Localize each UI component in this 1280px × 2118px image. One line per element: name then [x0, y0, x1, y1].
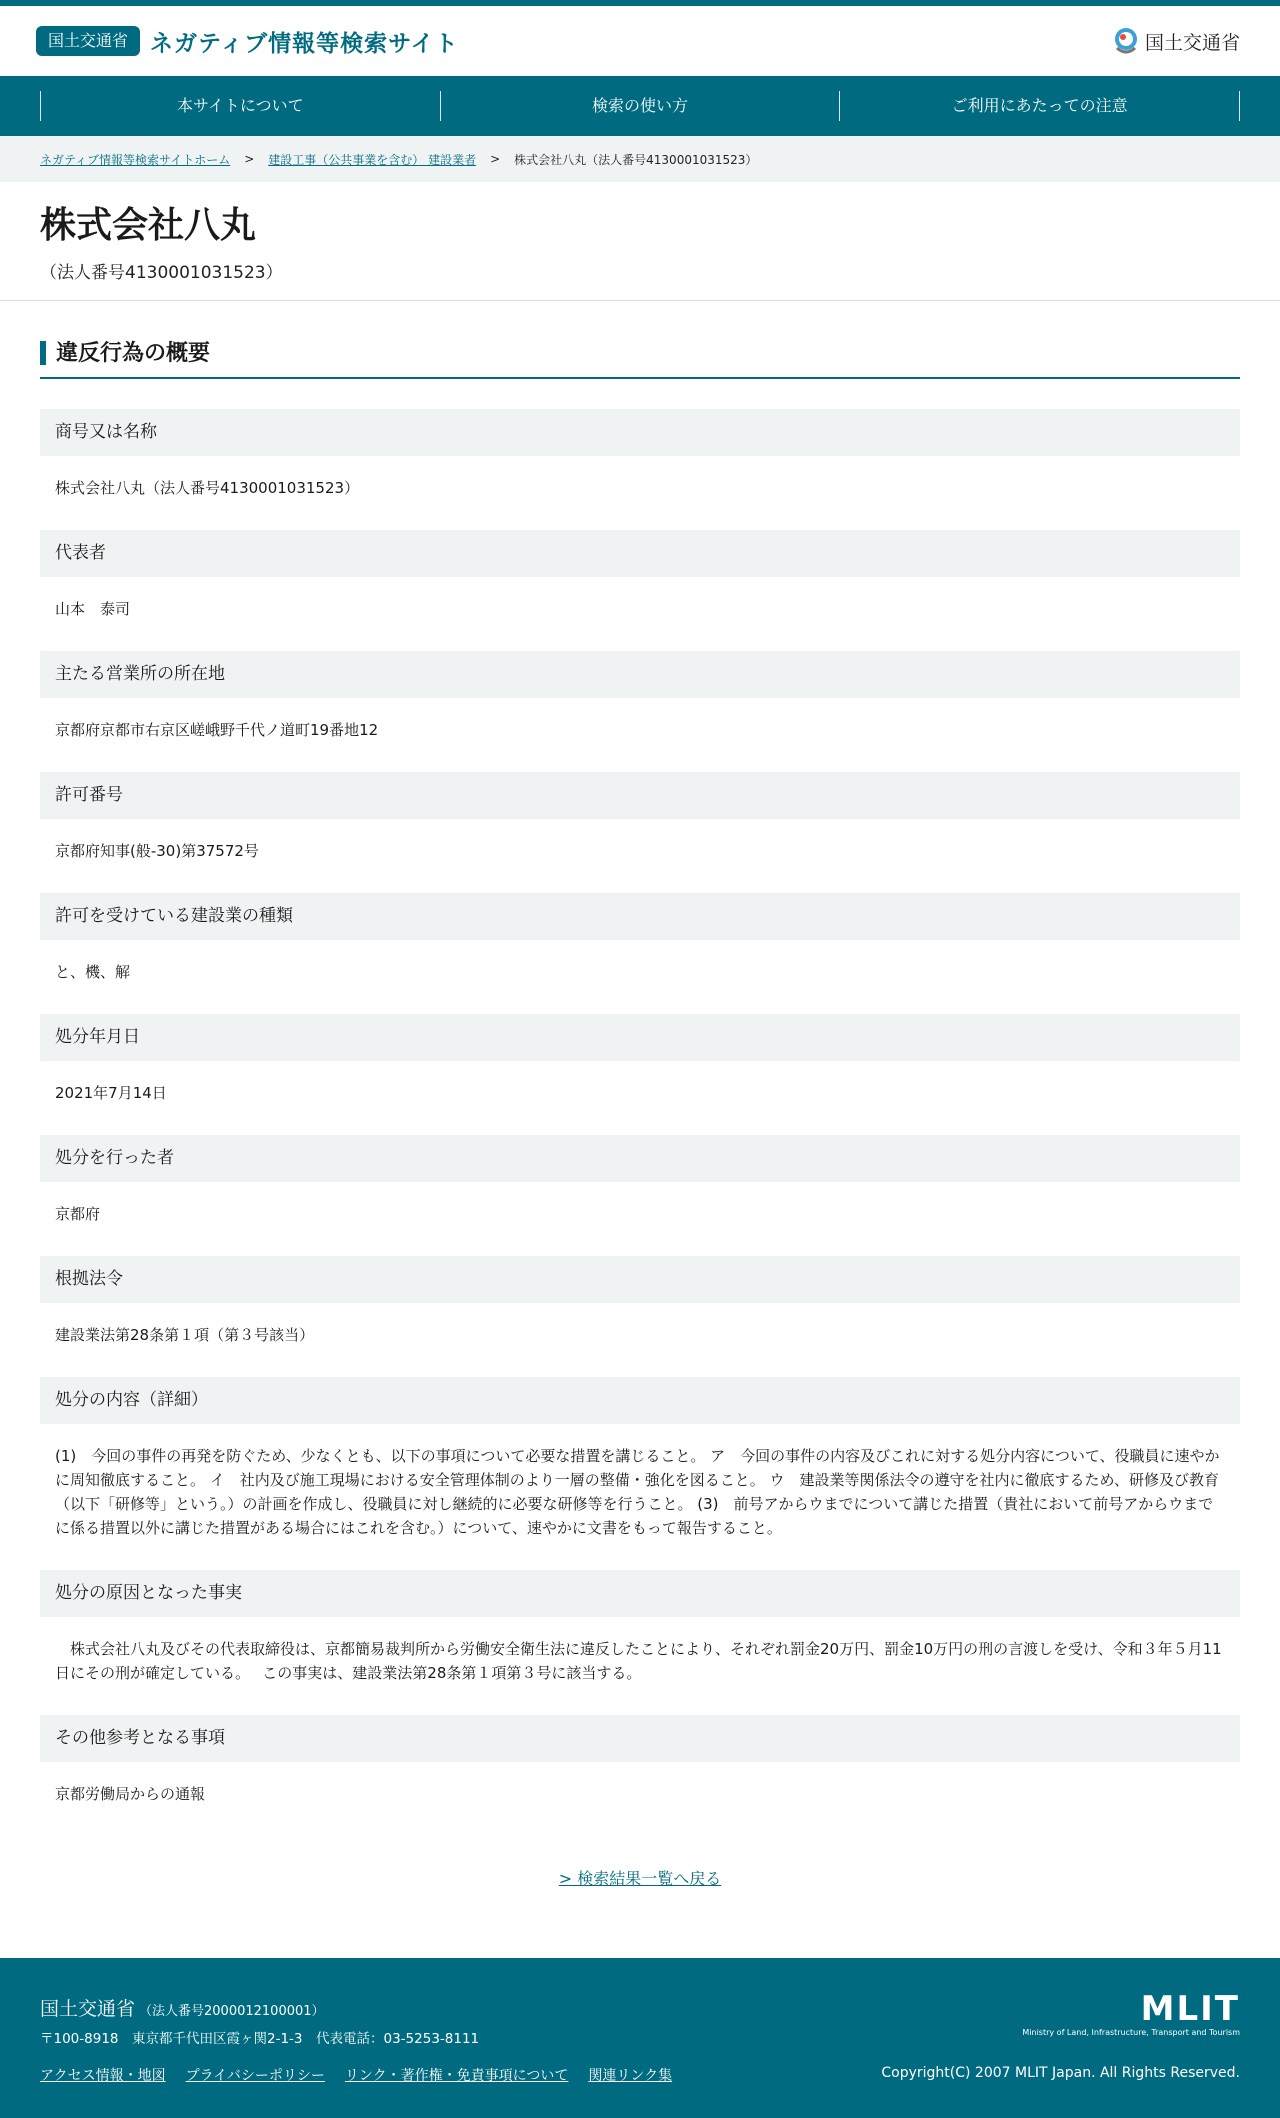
footer-address: 〒100-8918 東京都千代田区霞ヶ関2-1-3 代表電話：03-5253-8111	[40, 2031, 480, 2047]
field-trade-name	[40, 409, 1240, 500]
field-disposition-details	[40, 1377, 1240, 1540]
field-label: 許可番号	[40, 772, 1240, 819]
field-disposition-date	[40, 1014, 1240, 1105]
field-value: 建設業法第28条第１項（第３号該当）	[55, 1326, 315, 1344]
breadcrumb-current: 株式会社八丸（法人番号4130001031523）	[514, 152, 758, 167]
footer-link-privacy[interactable]: プライバシーポリシー	[185, 2068, 325, 2084]
site-footer	[0, 1958, 1280, 2118]
field-value: 2021年7月14日	[55, 1084, 167, 1102]
breadcrumb-category[interactable]: 建設工事（公共事業を含む） 建設業者	[268, 152, 477, 167]
field-label: その他参考となる事項	[40, 1715, 1240, 1762]
field-label: 処分の内容（詳細）	[40, 1377, 1240, 1424]
site-brand[interactable]	[36, 25, 459, 58]
breadcrumb-home[interactable]: ネガティブ情報等検索サイトホーム	[40, 152, 231, 167]
field-disposing-authority	[40, 1135, 1240, 1226]
field-value: と、機、解	[55, 963, 131, 981]
section-title: 違反行為の概要	[40, 339, 1240, 379]
mlit-subtitle: Ministry of Land, Infrastructure, Transport and Tourism	[1022, 2028, 1240, 2037]
field-label: 処分年月日	[40, 1014, 1240, 1061]
field-value: 京都府京都市右京区嵯峨野千代ノ道町19番地12	[55, 721, 379, 739]
mlit-logo[interactable]: MLIT	[1140, 1989, 1240, 2029]
footer-link-related[interactable]: 関連リンク集	[588, 2068, 673, 2084]
field-value: 京都労働局からの通報	[55, 1785, 206, 1803]
footer-right	[881, 1989, 1240, 2081]
global-nav	[0, 76, 1280, 136]
nav-usage-notes[interactable]: ご利用にあたっての注意	[839, 91, 1240, 121]
field-license-number	[40, 772, 1240, 863]
page-header	[0, 182, 1280, 301]
field-value: 山本 泰司	[55, 600, 131, 618]
ministry-logo[interactable]	[1111, 26, 1240, 56]
field-value: 株式会社八丸（法人番号4130001031523）	[55, 479, 360, 497]
breadcrumb	[0, 136, 1280, 182]
site-title[interactable]: ネガティブ情報等検索サイト	[150, 30, 459, 57]
field-business-types	[40, 893, 1240, 984]
corporate-number: （法人番号4130001031523）	[40, 263, 283, 283]
field-representative	[40, 530, 1240, 621]
ministry-badge: 国土交通省	[36, 26, 140, 56]
back-to-results-link[interactable]: > 検索結果一覧へ戻る	[558, 1869, 722, 1888]
site-header	[0, 6, 1280, 76]
footer-org-name: 国土交通省	[40, 1998, 136, 2020]
field-value: (1) 今回の事件の再発を防ぐため、少なくとも、以下の事項について必要な措置を講じること。 ア 今回の事件の内容及びこれに対する処分内容について、役職員に速やかに周知徹底すること。 イ 社内及び施工現場における安全管理体制のより一層の整備・強化を図ること。 ウ 建設業等関係法令の遵守を社内に徹底するため、研修及び教育（以下「研修等」という。）の計画を作成し、役職員に対し継続的に必要な研修等を行うこと。 (3) 前号アからウまでについて講じた措置（貴社において前号アからウまでに係る措置以外に講じた措置がある場合にはこれを含む。）について、速やかに文書をもって報告すること。	[55, 1447, 1220, 1537]
field-label: 根拠法令	[40, 1256, 1240, 1303]
field-value: 株式会社八丸及びその代表取締役は、京都簡易裁判所から労働安全衛生法に違反したことにより、それぞれ罰金20万円、罰金10万円の刑の言渡しを受け、令和３年５月11日にその刑が確定している。 この事実は、建設業法第28条第１項第３号に該当する。	[55, 1640, 1222, 1682]
field-label: 処分を行った者	[40, 1135, 1240, 1182]
field-other-notes	[40, 1715, 1240, 1806]
field-cause-facts	[40, 1570, 1240, 1685]
field-label: 許可を受けている建設業の種類	[40, 893, 1240, 940]
ministry-emblem-icon	[1111, 26, 1141, 56]
back-link-container	[40, 1866, 1240, 1889]
field-label: 商号又は名称	[40, 409, 1240, 456]
field-label: 処分の原因となった事実	[40, 1570, 1240, 1617]
nav-search-guide[interactable]: 検索の使い方	[440, 91, 840, 121]
field-value: 京都府	[55, 1205, 101, 1223]
footer-org-number: （法人番号2000012100001）	[139, 2004, 325, 2019]
page-title: 株式会社八丸	[40, 205, 257, 246]
field-office-address	[40, 651, 1240, 742]
field-legal-basis	[40, 1256, 1240, 1347]
field-label: 代表者	[40, 530, 1240, 577]
field-label: 主たる営業所の所在地	[40, 651, 1240, 698]
ministry-logo-text: 国土交通省	[1144, 31, 1240, 54]
breadcrumb-separator: >	[244, 152, 255, 166]
footer-link-copyright[interactable]: リンク・著作権・免責事項について	[344, 2068, 569, 2084]
field-value: 京都府知事(般-30)第37572号	[55, 842, 259, 860]
breadcrumb-separator: >	[490, 152, 501, 166]
copyright: Copyright(C) 2007 MLIT Japan. All Rights Reserved.	[881, 2065, 1240, 2081]
nav-about-site[interactable]: 本サイトについて	[40, 91, 440, 121]
footer-link-access[interactable]: アクセス情報・地図	[40, 2068, 166, 2084]
main-content	[0, 301, 1280, 1889]
